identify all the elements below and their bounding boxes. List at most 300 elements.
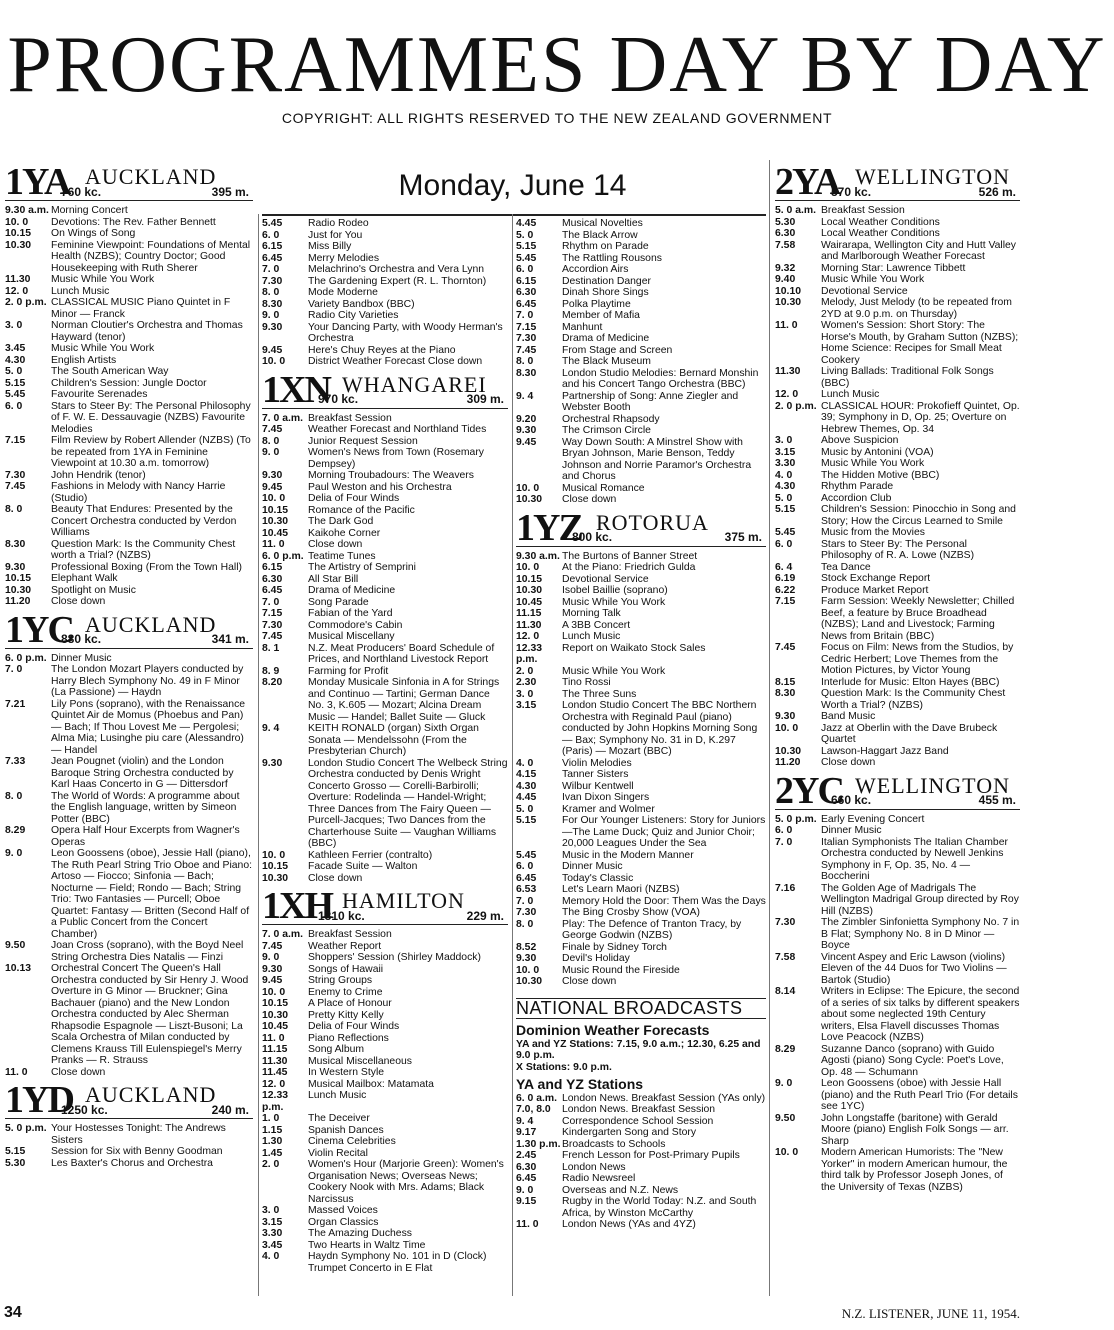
programme-title: Kathleen Ferrier (contralto)	[308, 849, 433, 861]
programme-title: Band Music	[821, 711, 876, 722]
station-frequency: 880 kc.	[61, 632, 102, 646]
programme-entry	[262, 861, 508, 873]
programme-time: 8. 0	[5, 790, 23, 802]
programme-time: 12. 0	[516, 631, 540, 642]
programme-entry	[5, 585, 253, 597]
programme-column-3	[516, 218, 766, 1231]
programme-time: 3. 0	[516, 688, 534, 700]
station-wavelength: 455 m.	[978, 793, 1016, 807]
station-wavelength: 341 m.	[211, 632, 249, 646]
programme-title: The Bing Crosby Show (VOA)	[562, 907, 701, 918]
programme-entry	[516, 677, 766, 689]
programme-entry	[262, 551, 508, 563]
programme-title: Broadcasts to Schools	[562, 1138, 666, 1150]
programme-title: Devotional Service	[562, 573, 649, 585]
programme-entry	[775, 883, 1020, 918]
programme-time: 9.45	[262, 344, 283, 356]
programme-title: Stock Exchange Report	[821, 573, 931, 584]
programme-time: 7. 0	[5, 664, 23, 675]
programme-title: Report on Waikato Stock Sales	[562, 642, 706, 654]
programme-time: 7.45	[516, 344, 537, 356]
programme-time: 6.30	[516, 287, 537, 298]
programme-title: Music While You Work	[562, 665, 666, 677]
programme-time: 9.30	[516, 953, 537, 964]
programme-time: 9.32	[775, 262, 796, 274]
programme-time: 9.40	[775, 274, 796, 285]
programme-entry	[5, 435, 253, 470]
programme-time: 9.30	[775, 711, 796, 722]
programme-time: 6. 0 p.m.	[262, 550, 304, 562]
programme-time: 10.30	[516, 494, 543, 505]
programme-title: Close down	[51, 596, 106, 607]
programme-time: 7.30	[262, 275, 283, 287]
programme-title: Interlude for Music: Elton Hayes (BBC)	[821, 676, 1000, 688]
programme-time: 11. 0	[5, 1066, 28, 1078]
programme-entry	[516, 792, 766, 804]
programme-entry	[262, 470, 508, 482]
programme-entry	[262, 1010, 508, 1022]
programme-title: Breakfast Session	[308, 929, 392, 940]
programme-time: 8.29	[5, 825, 26, 836]
programme-title: Stars to Steer By: The Personal Philosophy of F. W. E. Dessauvagie (NZBS) Favourite Melodies	[51, 400, 251, 435]
programme-time: 1.15	[262, 1124, 283, 1136]
national-broadcasts-subheading: Dominion Weather Forecasts	[516, 1022, 710, 1038]
programme-time: 10.45	[262, 527, 289, 539]
programme-time: 9.30	[5, 561, 26, 573]
programme-title: Devotions: The Rev. Father Bennett	[51, 216, 216, 228]
programme-title: A 3BB Concert	[562, 619, 631, 631]
programme-entry	[516, 769, 766, 781]
programme-title: Play: The Defence of Tranton Tracy, by George Godwin (NZBS)	[562, 918, 742, 941]
programme-title: Women's Hour (Marjorie Green): Women's Organisation News; Overseas News; Cookery Nook with Mrs. Adams; Black Narcissus	[308, 1159, 504, 1205]
programme-entry	[262, 585, 508, 597]
station-frequency: 570 kc.	[831, 184, 872, 199]
programme-title: Breakfast Session	[821, 205, 905, 216]
programme-time: 11.30	[262, 1055, 288, 1067]
programme-entry	[5, 240, 253, 275]
copyright-notice: COPYRIGHT: ALL RIGHTS RESERVED TO THE NEW ZEALAND GOVERNMENT	[281, 110, 833, 126]
programme-entry	[262, 987, 508, 999]
programme-entry	[775, 757, 1020, 769]
programme-time: 6. 0 p.m.	[5, 652, 47, 664]
programme-title: Miss Billy	[308, 241, 352, 252]
programme-entry	[775, 677, 1020, 689]
programme-entry	[5, 1146, 253, 1158]
programme-entry	[5, 470, 253, 482]
programme-time: 9. 4	[262, 723, 280, 734]
column-divider	[512, 214, 513, 1296]
programme-title: Paul Weston and his Orchestra	[308, 481, 452, 493]
programme-title: Above Suspicion	[821, 435, 899, 446]
programme-title: Living Ballads: Traditional Folk Songs (BBC)	[821, 366, 994, 389]
programme-title: Kaikohe Corner	[308, 527, 381, 539]
programme-time: 7. 0	[262, 264, 280, 275]
programme-time: 11.45	[262, 1067, 288, 1078]
programme-time: 12.33 p.m.	[262, 1090, 289, 1113]
programme-title: Close down	[821, 757, 876, 768]
programme-title: Drama of Medicine	[308, 585, 396, 596]
programme-time: 10. 0	[516, 964, 540, 976]
programme-title: For Our Younger Listeners: Story for Juniors—The Lame Duck; Quiz and Junior Choir; 20,000 Leagues Under the Sea	[562, 815, 766, 849]
programme-column-4	[775, 160, 1020, 1193]
programme-time: 2. 0	[262, 1159, 280, 1170]
programme-title: From Stage and Screen	[562, 344, 673, 356]
programme-time: 5.45	[516, 849, 537, 861]
programme-time: 5. 0 a.m.	[775, 205, 817, 216]
programme-time: 9.30 a.m.	[5, 205, 49, 216]
programme-entry	[775, 366, 1020, 389]
programme-time: 9. 0	[775, 1078, 793, 1089]
station-callsign: 2YC	[775, 769, 843, 812]
programme-time: 11.15	[516, 608, 542, 619]
programme-time: 8. 0	[262, 435, 280, 447]
programme-entry	[262, 975, 508, 987]
programme-title: Music While You Work	[562, 596, 666, 608]
programme-entry	[262, 723, 508, 758]
programme-entry	[516, 919, 766, 942]
station-wavelength: 240 m.	[211, 1102, 249, 1117]
programme-entry	[516, 758, 766, 770]
programme-title: Dinner Music	[562, 861, 623, 872]
programme-title: Musical Miscellany	[308, 631, 395, 642]
programme-entry	[262, 1090, 508, 1113]
station-header	[5, 608, 253, 651]
programme-title: Here's Chuy Reyes at the Piano	[308, 344, 456, 356]
programme-title: Let's Learn Maori (NZBS)	[562, 884, 680, 895]
programme-title: Drama of Medicine	[562, 333, 650, 344]
programme-time: 6.19	[775, 573, 796, 584]
programme-entry	[5, 481, 253, 504]
programme-entry	[262, 1159, 508, 1205]
programme-title: Music from the Movies	[821, 527, 925, 538]
programme-time: 5.30	[5, 1157, 26, 1169]
programme-time: 9. 0	[5, 848, 23, 859]
forecast-schedule-line: YA and YZ Stations: 7.15, 9.0 a.m.; 12.30, 6.25 and 9.0 p.m.	[516, 1038, 761, 1061]
programme-entry	[262, 1148, 508, 1160]
programme-title: Les Baxter's Chorus and Orchestra	[51, 1157, 213, 1169]
programme-title: Today's Classic	[562, 872, 634, 884]
programme-entry	[775, 596, 1020, 642]
programme-time: 3. 0	[775, 435, 793, 446]
programme-time: 12.33 p.m.	[516, 642, 543, 665]
programme-entry	[5, 504, 253, 539]
programme-title: The Dark God	[308, 516, 374, 527]
programme-entry	[516, 608, 766, 620]
programme-time: 11.15	[262, 1044, 288, 1055]
programme-time: 3.30	[775, 458, 796, 469]
programme-entry	[262, 1044, 508, 1056]
programme-title: Morning Concert	[51, 205, 128, 216]
programme-title: Overseas and N.Z. News	[562, 1184, 679, 1196]
programme-time: 11. 0	[262, 539, 285, 550]
programme-title: Weather Forecast and Northland Tides	[308, 424, 487, 435]
programme-time: 9. 0	[516, 1184, 534, 1196]
programme-time: 10.30	[262, 872, 289, 884]
programme-time: 5. 0	[775, 492, 793, 504]
programme-entry	[5, 664, 253, 699]
programme-time: 9.30	[262, 321, 283, 333]
programme-title: Accordion Club	[821, 492, 892, 504]
programme-entry	[775, 389, 1020, 401]
programme-entry	[516, 907, 766, 919]
programme-time: 9.30 a.m.	[516, 550, 560, 562]
programme-time: 5.45	[516, 252, 537, 264]
station-city: WELLINGTON	[855, 772, 1010, 798]
station-frequency: 1250 kc.	[61, 1102, 108, 1117]
programme-time: 8.20	[262, 677, 283, 688]
programme-time: 10.15	[262, 861, 289, 872]
forecast-schedule-line: X Stations: 9.0 p.m.	[516, 1061, 612, 1073]
programme-time: 3.45	[262, 1239, 283, 1251]
programme-title: Junior Request Session	[308, 435, 418, 447]
programme-time: 10.30	[516, 585, 543, 596]
programme-time: 7.0, 8.0	[516, 1104, 551, 1115]
programme-entry	[775, 470, 1020, 482]
programme-title: Devil's Holiday	[562, 953, 630, 964]
programme-title: Music in the Modern Manner	[562, 849, 694, 861]
programme-time: 9.45	[262, 481, 283, 493]
programme-entry	[775, 1078, 1020, 1113]
programme-entry	[775, 952, 1020, 987]
programme-time: 3.45	[5, 343, 26, 354]
programme-entry	[262, 482, 508, 494]
programme-time: 10.30	[262, 1009, 289, 1021]
programme-title: Radio City Varieties	[308, 310, 399, 321]
programme-time: 1.45	[262, 1147, 283, 1159]
programme-entry	[516, 1093, 766, 1105]
programme-time: 9.30	[262, 963, 283, 975]
programme-time: 6.15	[516, 275, 537, 287]
programme-title: Delia of Four Winds	[308, 493, 400, 504]
station-city: AUCKLAND	[85, 1082, 217, 1107]
programme-title: All Star Bill	[308, 573, 359, 585]
programme-title: Delia of Four Winds	[308, 1021, 400, 1032]
programme-time: 6.45	[516, 298, 537, 310]
programme-title: Produce Market Report	[821, 584, 929, 596]
programme-time: 8. 9	[262, 665, 280, 677]
station-frequency: 660 kc.	[831, 793, 872, 807]
programme-entry	[775, 527, 1020, 539]
programme-title: London Studio Melodies: Bernard Monshin and his Concert Tango Orchestra (BBC)	[562, 367, 759, 390]
programme-time: 4.45	[516, 218, 537, 229]
programme-title: Dinner Music	[821, 825, 882, 836]
programme-time: 6.15	[262, 241, 283, 252]
programme-time: 9.45	[516, 436, 537, 448]
programme-title: Melachrino's Orchestra and Vera Lynn	[308, 264, 485, 275]
programme-title: Partnership of Song: Anne Ziegler and Webster Booth	[562, 390, 739, 413]
programme-entry	[775, 217, 1020, 229]
programme-entry	[262, 1113, 508, 1125]
programme-time: 11. 0	[775, 320, 798, 331]
programme-time: 10. 0	[5, 216, 29, 228]
programme-time: 6. 0	[516, 264, 534, 275]
programme-title: N.Z. Meat Producers' Board Schedule of Prices, and Northland Livestock Report	[308, 642, 495, 665]
programme-entry	[262, 1251, 508, 1274]
programme-title: Your Dancing Party, with Woody Herman's Orchestra	[308, 321, 503, 344]
programme-time: 6.45	[262, 585, 283, 596]
programme-entry	[516, 689, 766, 701]
programme-title: Feminine Viewpoint: Foundations of Mental Health (NZBS); Country Doctor; Good Housekeeping with Ruth Sherer	[51, 239, 251, 274]
programme-entry	[262, 643, 508, 666]
programme-time: 11. 0	[262, 1032, 285, 1044]
programme-time: 7.45	[775, 642, 796, 653]
programme-time: 4.45	[516, 792, 537, 803]
programme-time: 9. 0	[262, 447, 280, 458]
programme-entry	[516, 1150, 766, 1162]
programme-entry	[516, 425, 766, 437]
programme-entry	[516, 345, 766, 357]
programme-time: 3.30	[262, 1228, 283, 1239]
programme-title: Pretty Kitty Kelly	[308, 1009, 384, 1021]
station-header	[516, 506, 766, 549]
programme-entry	[775, 493, 1020, 505]
programme-time: 7.30	[516, 333, 537, 344]
programme-title: Spotlight on Music	[51, 584, 136, 596]
programme-entry	[516, 241, 766, 253]
programme-entry	[516, 218, 766, 230]
programme-entry	[516, 264, 766, 276]
programme-title: Opera Half Hour Excerpts from Wagner's Operas	[51, 825, 240, 848]
programme-entry	[516, 483, 766, 495]
programme-time: 8.14	[775, 986, 796, 997]
programme-title: Accordion Airs	[562, 264, 629, 275]
programme-title: Commodore's Cabin	[308, 619, 403, 631]
programme-time: 5.15	[775, 504, 796, 515]
programme-time: 8. 0	[516, 918, 534, 930]
programme-entry	[775, 263, 1020, 275]
programme-title: Close down	[308, 539, 363, 550]
programme-entry	[262, 1021, 508, 1033]
programme-title: The Black Museum	[562, 356, 651, 367]
programme-entry	[262, 597, 508, 609]
programme-title: Writers in Eclipse: The Epicure, the second of a series of six talks by different speakers about some neglected 19th Century writers, Elsa Flavell discusses Thomas Love Peacock (NZBS)	[821, 986, 1020, 1043]
programme-title: Farm Session: Weekly Newsletter; Chilled Beef, a feature by Bruce Broadhead (NZBS); Land and Livestock; Farming News from Britain (BBC)	[821, 596, 1015, 642]
programme-entry	[775, 1113, 1020, 1148]
programme-title: Joan Cross (soprano), with the Boyd Neel String Orchestra Dies Natalis — Finzi	[51, 940, 244, 963]
programme-time: 11.20	[5, 596, 31, 607]
station-city: WELLINGTON	[855, 164, 1010, 189]
programme-title: Close down	[562, 976, 617, 987]
programme-title: Radio Newsreel	[562, 1173, 636, 1184]
programme-time: 4.30	[5, 354, 26, 366]
station-callsign: 1XH	[262, 885, 332, 927]
programme-title: Rugby in the World Today: N.Z. and South Africa, by Winston McCarthy	[562, 1196, 757, 1219]
programme-title: Morning Troubadours: The Weavers	[308, 470, 474, 481]
programme-title: The South American Way	[51, 366, 169, 377]
station-wavelength: 395 m.	[211, 184, 249, 199]
programme-time: 8. 1	[262, 642, 280, 654]
programme-entry	[262, 447, 508, 470]
programme-title: Elephant Walk	[51, 573, 118, 584]
programme-entry	[262, 230, 508, 242]
programme-entry	[5, 825, 253, 848]
programme-title: Lunch Music	[562, 631, 621, 642]
programme-title: Lawson-Haggart Jazz Band	[821, 745, 949, 757]
programme-title: Way Down South: A Minstrel Show with Bryan Johnson, Marie Benson, Teddy Johnson and Norrie Paramor's Orchestra and Chorus	[562, 436, 752, 482]
programme-time: 7.15	[516, 321, 537, 333]
station-city: WHANGAREI	[342, 371, 487, 397]
programme-time: 9.50	[5, 940, 26, 951]
programme-entry	[5, 366, 253, 378]
programme-time: 1. 0	[262, 1113, 280, 1124]
programme-time: 6. 0	[516, 861, 534, 872]
programme-time: 10. 0	[262, 849, 286, 861]
programme-title: Fashions in Melody with Nancy Harrie (Studio)	[51, 481, 226, 504]
programme-entry	[516, 1196, 766, 1219]
programme-time: 5. 0	[5, 366, 23, 377]
programme-title: French Lesson for Post-Primary Pupils	[562, 1150, 740, 1161]
programme-time: 8.30	[775, 688, 796, 699]
programme-entry	[262, 1136, 508, 1148]
programme-time: 6.45	[516, 1173, 537, 1184]
programme-time: 11.30	[516, 619, 542, 631]
programme-entry	[775, 814, 1020, 826]
programme-time: 5.15	[516, 815, 537, 826]
programme-entry	[516, 494, 766, 506]
programme-title: Close down	[308, 872, 363, 884]
programme-entry	[5, 539, 253, 562]
programme-title: Orchestral Rhapsody	[562, 413, 660, 425]
programme-entry	[516, 391, 766, 414]
programme-entry	[262, 666, 508, 678]
programme-entry	[775, 986, 1020, 1044]
programme-title: Radio Rodeo	[308, 218, 369, 229]
programme-title: Kramer and Wolmer	[562, 803, 655, 815]
programme-entry	[775, 458, 1020, 470]
programme-entry	[516, 1116, 766, 1128]
programme-entry	[775, 837, 1020, 883]
programme-title: The Golden Age of Madrigals The Wellington Madrigal Group directed by Roy Hill (NZBS)	[821, 882, 1019, 917]
programme-title: London News (YAs and 4YZ)	[562, 1219, 696, 1230]
programme-title: Spanish Dances	[308, 1124, 384, 1136]
programme-time: 7.45	[262, 631, 283, 642]
programme-entry	[516, 574, 766, 586]
programme-time: 6.30	[775, 228, 796, 239]
programme-entry	[516, 253, 766, 265]
programme-title: Leon Goossens (oboe) with Jessie Hall (piano) and the Ruth Pearl Trio (For details see 1YC)	[821, 1078, 1018, 1112]
programme-title: Farming for Profit	[308, 665, 389, 677]
station-frequency: 760 kc.	[61, 184, 102, 199]
programme-title: Wairarapa, Wellington City and Hutt Valley and Marlborough Weather Forecast	[821, 239, 1017, 262]
programme-entry	[262, 424, 508, 436]
programme-time: 10.15	[516, 573, 543, 585]
programme-title: Your Hostesses Tonight: The Andrews Sisters	[51, 1123, 226, 1146]
programme-entry	[5, 297, 253, 320]
programme-entry	[775, 240, 1020, 263]
programme-title: Polka Playtime	[562, 298, 631, 310]
programme-entry	[775, 286, 1020, 298]
programme-entry	[262, 608, 508, 620]
station-header	[5, 1079, 253, 1121]
programme-title: Song Parade	[308, 596, 369, 608]
programme-title: Finale by Sidney Torch	[562, 941, 667, 953]
programme-time: 8.30	[262, 298, 283, 310]
programme-title: Merry Melodies	[308, 252, 380, 264]
programme-entry	[262, 1240, 508, 1252]
programme-entry	[516, 597, 766, 609]
programme-title: Member of Mafia	[562, 310, 640, 321]
column-divider	[769, 160, 770, 1296]
programme-title: Leon Goossens (oboe), Jessie Hall (piano), The Ruth Pearl String Trio Oboe and Piano: Artoso — Fiocco; Sinfonia — Bach; Nocturne — Field; Rondo — Bach; String Trio: Two Fantasies — Purcell; Oboe Quartet: Fantasy — Britten (Second Half of a Public Concert from the Concert Chamber)	[51, 848, 252, 940]
programme-entry	[775, 642, 1020, 677]
programme-time: 2.30	[516, 677, 537, 688]
programme-time: 10. 0	[516, 482, 540, 494]
station-header	[5, 161, 253, 203]
programme-time: 12. 0	[775, 389, 799, 400]
programme-title: Haydn Symphony No. 101 in D (Clock) Trumpet Concerto in E Flat	[308, 1251, 487, 1274]
programme-entry	[775, 205, 1020, 217]
programme-time: 10.15	[5, 573, 32, 584]
